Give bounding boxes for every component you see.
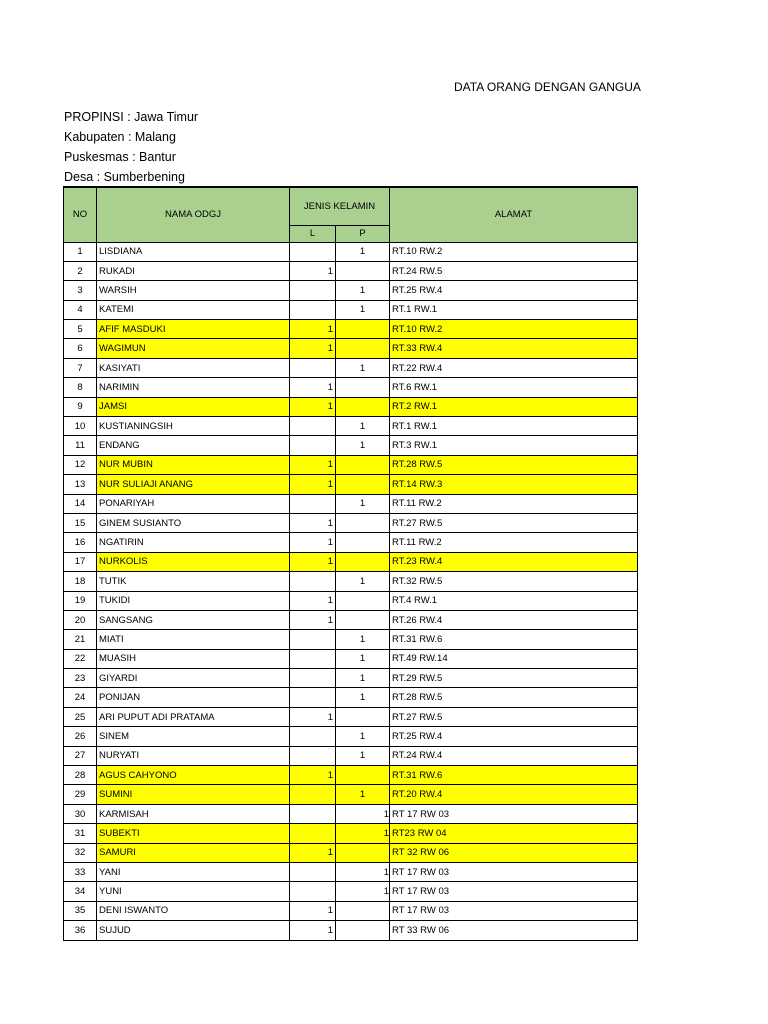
meta-desa: Desa : Sumberbening [64, 170, 185, 184]
row-nama: KATEMI [97, 300, 290, 319]
table-row [64, 533, 638, 552]
row-l: 1 [290, 513, 336, 532]
row-p: 1 [336, 358, 390, 377]
row-no: 19 [64, 591, 97, 610]
header-no: NO [64, 187, 97, 242]
table-row [64, 552, 638, 571]
table-row [64, 901, 638, 920]
row-alamat: RT.32 RW.5 [390, 572, 638, 591]
row-l: 1 [290, 901, 336, 920]
row-alamat: RT 32 RW 06 [390, 843, 638, 862]
row-no: 33 [64, 863, 97, 882]
row-nama: ENDANG [97, 436, 290, 455]
document-title: DATA ORANG DENGAN GANGUA [454, 80, 641, 94]
row-no: 27 [64, 746, 97, 765]
row-alamat: RT.23 RW.4 [390, 552, 638, 571]
table-row [64, 513, 638, 532]
row-p: 1 [336, 824, 390, 843]
row-alamat: RT.31 RW.6 [390, 766, 638, 785]
row-l: 1 [290, 610, 336, 629]
row-l [290, 494, 336, 513]
row-l [290, 746, 336, 765]
row-nama: SINEM [97, 727, 290, 746]
row-p: 1 [336, 417, 390, 436]
row-l: 1 [290, 707, 336, 726]
row-l: 1 [290, 766, 336, 785]
table-row [64, 882, 638, 901]
row-nama: JAMSI [97, 397, 290, 416]
row-l [290, 863, 336, 882]
header-p: P [336, 225, 390, 242]
row-l [290, 436, 336, 455]
table-row [64, 475, 638, 494]
row-alamat: RT.10 RW.2 [390, 242, 638, 261]
row-p: 1 [336, 494, 390, 513]
row-no: 14 [64, 494, 97, 513]
row-nama: TUTIK [97, 572, 290, 591]
row-alamat: RT 33 RW 06 [390, 921, 638, 940]
row-alamat: RT 17 RW 03 [390, 882, 638, 901]
row-alamat: RT.33 RW.4 [390, 339, 638, 358]
row-nama: AGUS CAHYONO [97, 766, 290, 785]
meta-puskesmas: Puskesmas : Bantur [64, 150, 176, 164]
header-alamat: ALAMAT [390, 187, 638, 242]
row-alamat: RT.22 RW.4 [390, 358, 638, 377]
row-nama: NARIMIN [97, 378, 290, 397]
row-no: 15 [64, 513, 97, 532]
table-row [64, 281, 638, 300]
row-nama: ARI PUPUT ADI PRATAMA [97, 707, 290, 726]
row-alamat: RT.10 RW.2 [390, 320, 638, 339]
row-p: 1 [336, 649, 390, 668]
table-row [64, 843, 638, 862]
row-p [336, 901, 390, 920]
row-alamat: RT.20 RW.4 [390, 785, 638, 804]
row-alamat: RT.28 RW.5 [390, 455, 638, 474]
row-alamat: RT.4 RW.1 [390, 591, 638, 610]
table-row [64, 261, 638, 280]
row-nama: SUJUD [97, 921, 290, 940]
row-nama: SUBEKTI [97, 824, 290, 843]
row-alamat: RT.1 RW.1 [390, 417, 638, 436]
table-row [64, 320, 638, 339]
row-nama: KASIYATI [97, 358, 290, 377]
row-no: 31 [64, 824, 97, 843]
row-no: 9 [64, 397, 97, 416]
row-no: 26 [64, 727, 97, 746]
row-alamat: RT.2 RW.1 [390, 397, 638, 416]
row-p [336, 843, 390, 862]
row-p: 1 [336, 242, 390, 261]
row-no: 23 [64, 669, 97, 688]
row-alamat: RT.6 RW.1 [390, 378, 638, 397]
row-nama: NUR MUBIN [97, 455, 290, 474]
row-l [290, 649, 336, 668]
row-nama: YANI [97, 863, 290, 882]
row-nama: PONARIYAH [97, 494, 290, 513]
row-alamat: RT.25 RW.4 [390, 281, 638, 300]
table-row [64, 785, 638, 804]
row-p [336, 921, 390, 940]
row-l: 1 [290, 397, 336, 416]
row-alamat: RT23 RW 04 [390, 824, 638, 843]
row-nama: WAGIMUN [97, 339, 290, 358]
row-no: 7 [64, 358, 97, 377]
row-nama: AFIF MASDUKI [97, 320, 290, 339]
row-l: 1 [290, 378, 336, 397]
meta-propinsi: PROPINSI : Jawa Timur [64, 110, 199, 124]
row-no: 6 [64, 339, 97, 358]
row-alamat: RT.25 RW.4 [390, 727, 638, 746]
row-nama: NURKOLIS [97, 552, 290, 571]
row-no: 28 [64, 766, 97, 785]
row-no: 13 [64, 475, 97, 494]
row-no: 3 [64, 281, 97, 300]
row-no: 32 [64, 843, 97, 862]
row-alamat: RT 17 RW 03 [390, 863, 638, 882]
row-p: 1 [336, 300, 390, 319]
row-alamat: RT.14 RW.3 [390, 475, 638, 494]
row-l: 1 [290, 591, 336, 610]
row-p: 1 [336, 669, 390, 688]
row-p [336, 513, 390, 532]
row-nama: RUKADI [97, 261, 290, 280]
table-row [64, 727, 638, 746]
row-no: 1 [64, 242, 97, 261]
row-p: 1 [336, 785, 390, 804]
row-no: 25 [64, 707, 97, 726]
table-body [64, 242, 638, 940]
table-row [64, 591, 638, 610]
row-alamat: RT.27 RW.5 [390, 707, 638, 726]
row-l [290, 242, 336, 261]
table-row [64, 417, 638, 436]
row-l: 1 [290, 455, 336, 474]
table-row [64, 436, 638, 455]
row-nama: GINEM SUSIANTO [97, 513, 290, 532]
row-nama: SUMINI [97, 785, 290, 804]
row-p [336, 261, 390, 280]
table-row [64, 397, 638, 416]
row-l [290, 358, 336, 377]
row-l [290, 572, 336, 591]
row-alamat: RT.11 RW.2 [390, 494, 638, 513]
meta-kabupaten: Kabupaten : Malang [64, 130, 176, 144]
row-l [290, 688, 336, 707]
row-l: 1 [290, 843, 336, 862]
header-l: L [290, 225, 336, 242]
row-nama: NUR SULIAJI ANANG [97, 475, 290, 494]
row-l: 1 [290, 552, 336, 571]
row-p [336, 610, 390, 629]
row-no: 34 [64, 882, 97, 901]
row-alamat: RT 17 RW 03 [390, 901, 638, 920]
row-alamat: RT.26 RW.4 [390, 610, 638, 629]
row-no: 4 [64, 300, 97, 319]
row-p [336, 339, 390, 358]
row-p [336, 552, 390, 571]
row-p: 1 [336, 630, 390, 649]
table-row [64, 863, 638, 882]
row-no: 10 [64, 417, 97, 436]
row-no: 11 [64, 436, 97, 455]
row-nama: GIYARDI [97, 669, 290, 688]
header-nama: NAMA ODGJ [97, 187, 290, 242]
row-l [290, 785, 336, 804]
row-l [290, 630, 336, 649]
table-row [64, 242, 638, 261]
row-l [290, 669, 336, 688]
table-row [64, 339, 638, 358]
table-row [64, 766, 638, 785]
row-p [336, 455, 390, 474]
row-p: 1 [336, 281, 390, 300]
row-nama: MIATI [97, 630, 290, 649]
row-alamat: RT.11 RW.2 [390, 533, 638, 552]
table-row [64, 746, 638, 765]
row-l: 1 [290, 533, 336, 552]
row-nama: SANGSANG [97, 610, 290, 629]
row-nama: KARMISAH [97, 804, 290, 823]
row-nama: KUSTIANINGSIH [97, 417, 290, 436]
row-nama: YUNI [97, 882, 290, 901]
row-p: 1 [336, 436, 390, 455]
row-p [336, 320, 390, 339]
table-row [64, 572, 638, 591]
row-p [336, 378, 390, 397]
row-p: 1 [336, 572, 390, 591]
table-row [64, 669, 638, 688]
row-alamat: RT.24 RW.5 [390, 261, 638, 280]
row-alamat: RT.28 RW.5 [390, 688, 638, 707]
table-row [64, 824, 638, 843]
row-no: 21 [64, 630, 97, 649]
row-p [336, 397, 390, 416]
row-l [290, 727, 336, 746]
row-no: 29 [64, 785, 97, 804]
row-alamat: RT.31 RW.6 [390, 630, 638, 649]
row-l [290, 281, 336, 300]
table-row [64, 358, 638, 377]
row-nama: LISDIANA [97, 242, 290, 261]
row-nama: DENI ISWANTO [97, 901, 290, 920]
row-p: 1 [336, 863, 390, 882]
row-nama: TUKIDI [97, 591, 290, 610]
row-p: 1 [336, 746, 390, 765]
header-jenis-kelamin: JENIS KELAMIN [290, 187, 390, 225]
row-p [336, 591, 390, 610]
row-l: 1 [290, 339, 336, 358]
row-nama: NGATIRIN [97, 533, 290, 552]
row-p: 1 [336, 804, 390, 823]
row-no: 30 [64, 804, 97, 823]
table-row [64, 494, 638, 513]
row-p [336, 475, 390, 494]
row-l [290, 300, 336, 319]
row-no: 2 [64, 261, 97, 280]
row-p: 1 [336, 727, 390, 746]
row-alamat: RT.3 RW.1 [390, 436, 638, 455]
row-nama: PONIJAN [97, 688, 290, 707]
row-no: 20 [64, 610, 97, 629]
row-alamat: RT 17 RW 03 [390, 804, 638, 823]
row-no: 12 [64, 455, 97, 474]
row-no: 16 [64, 533, 97, 552]
row-p [336, 533, 390, 552]
row-nama: WARSIH [97, 281, 290, 300]
row-l: 1 [290, 921, 336, 940]
row-alamat: RT.1 RW.1 [390, 300, 638, 319]
row-l [290, 417, 336, 436]
row-alamat: RT.49 RW.14 [390, 649, 638, 668]
row-no: 17 [64, 552, 97, 571]
row-alamat: RT.29 RW.5 [390, 669, 638, 688]
row-alamat: RT.24 RW.4 [390, 746, 638, 765]
row-no: 18 [64, 572, 97, 591]
row-no: 8 [64, 378, 97, 397]
row-l [290, 824, 336, 843]
row-no: 24 [64, 688, 97, 707]
row-p [336, 766, 390, 785]
row-no: 5 [64, 320, 97, 339]
row-p [336, 707, 390, 726]
table-row [64, 300, 638, 319]
row-no: 36 [64, 921, 97, 940]
table-row [64, 649, 638, 668]
row-l: 1 [290, 475, 336, 494]
row-nama: MUASIH [97, 649, 290, 668]
table-row [64, 610, 638, 629]
row-l: 1 [290, 320, 336, 339]
table-row [64, 688, 638, 707]
row-p: 1 [336, 882, 390, 901]
row-l [290, 804, 336, 823]
table-row [64, 921, 638, 940]
row-no: 22 [64, 649, 97, 668]
table-row [64, 804, 638, 823]
row-p: 1 [336, 688, 390, 707]
row-nama: NURYATI [97, 746, 290, 765]
row-nama: SAMURI [97, 843, 290, 862]
table-row [64, 455, 638, 474]
row-l [290, 882, 336, 901]
row-alamat: RT.27 RW.5 [390, 513, 638, 532]
table-row [64, 707, 638, 726]
row-no: 35 [64, 901, 97, 920]
table-row [64, 630, 638, 649]
odgj-table [63, 186, 638, 941]
row-l: 1 [290, 261, 336, 280]
table-row [64, 378, 638, 397]
